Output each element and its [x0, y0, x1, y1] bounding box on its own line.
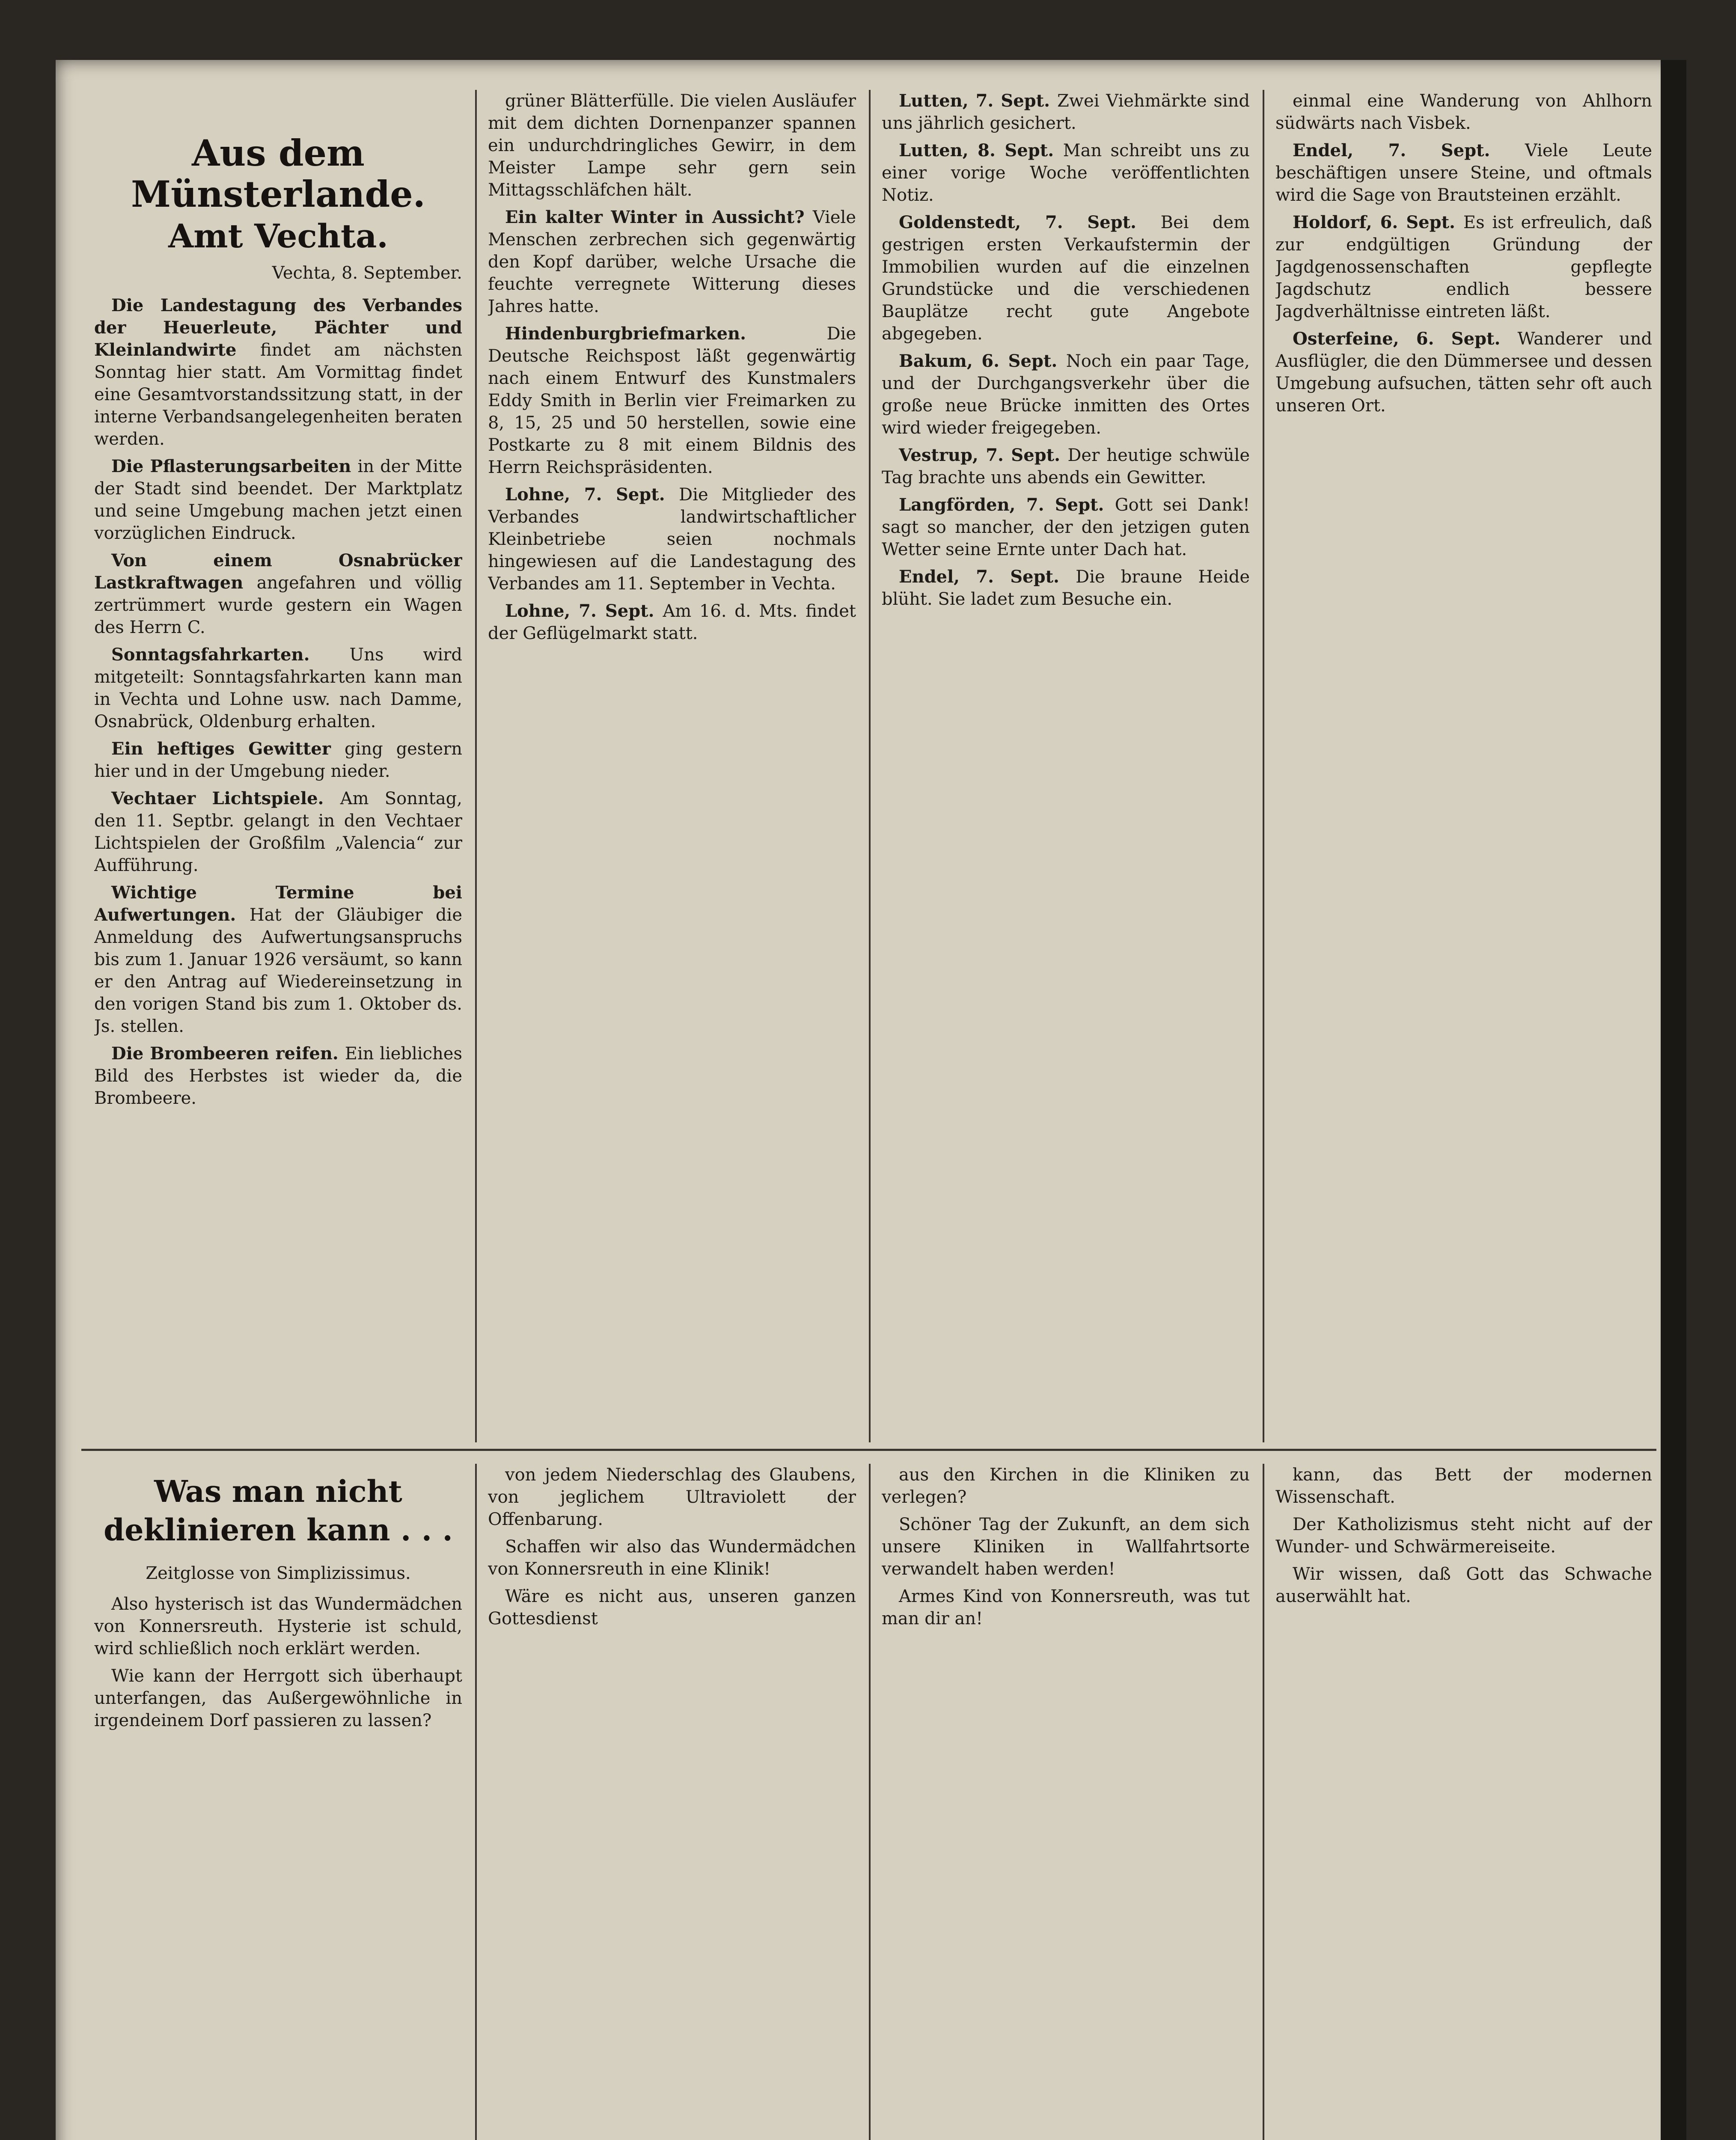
article-paragraph	[94, 738, 462, 782]
column-rule	[475, 1464, 477, 2140]
article-paragraph	[1275, 1563, 1652, 1608]
column-rule	[475, 90, 477, 1442]
article-text: findet am nächsten Sonntag hier statt. Am Vormittag findet eine Gesamtvorstandssitzung statt, in der interne Verbandsangelegenheiten beraten werden.	[94, 340, 462, 449]
article-kicker: Lutten, 8. Sept.	[899, 140, 1063, 160]
article-paragraph	[488, 90, 856, 201]
paragraph-text: Wäre es nicht aus, unseren ganzen Gottesdienst	[488, 1587, 856, 1629]
article-text: Ein liebliches Bild des Herbstes ist wieder da, die Brombeere.	[94, 1044, 462, 1108]
article-text: Wanderer und Ausflügler, die den Dümmersee und dessen Umgebung aufsuchen, tätten sehr oft auch unseren Ort.	[1275, 329, 1652, 416]
article-text: Bei dem gestrigen ersten Verkaufstermin der Immobilien wurden auf die einzelnen Grundstücke und die verschiedenen Bauplätze recht gute Angebote abgegeben.	[882, 213, 1250, 344]
paragraph-text: Schöner Tag der Zukunft, an dem sich unsere Kliniken in Wallfahrtsorte verwandelt haben werden!	[882, 1515, 1250, 1579]
bottom-col4-text	[1275, 1464, 1652, 1608]
article-paragraph	[488, 600, 856, 645]
subhead-top: Amt Vechta.	[168, 217, 388, 255]
article-paragraph	[94, 455, 462, 544]
article-text: Am Sonntag, den 11. Septbr. gelangt in den Vechtaer Lichtspielen der Großfilm „Valencia“ zur Aufführung.	[94, 789, 462, 875]
article-kicker: Endel, 7. Sept.	[1293, 140, 1525, 160]
article-paragraph	[94, 294, 462, 450]
article-paragraph	[1275, 1513, 1652, 1558]
article-text: Uns wird mitgeteilt: Sonntagsfahrkarten kann man in Vechta und Lohne usw. nach Damme, Osnabrück, Oldenburg erhalten.	[94, 645, 462, 731]
paragraph-text: kann, das Bett der modernen Wissenschaft.	[1275, 1465, 1652, 1507]
article-kicker: Sonntagsfahrkarten.	[111, 645, 350, 665]
headline-bottom: Was man nicht deklinieren kann . . .	[104, 1474, 453, 1548]
article-kicker: Lohne, 7. Sept.	[505, 601, 663, 621]
article-paragraph	[882, 1513, 1250, 1580]
paragraph-text: aus den Kirchen in die Kliniken zu verlegen?	[882, 1465, 1250, 1507]
article-paragraph	[882, 1464, 1250, 1508]
article-text: Die braune Heide blüht. Sie ladet zum Besuche ein.	[882, 567, 1250, 609]
top-col1-articles	[94, 294, 462, 1109]
article-paragraph	[882, 444, 1250, 489]
article-paragraph	[488, 1464, 856, 1531]
article-paragraph	[94, 1593, 462, 1660]
article-text: Noch ein paar Tage, und der Durchgangsverkehr über die große neue Brücke inmitten des Ortes wird wieder freigegeben.	[882, 351, 1250, 438]
article-paragraph	[1275, 1464, 1652, 1508]
article-text: in der Mitte der Stadt sind beendet. Der Marktplatz und seine Umgebung machen jetzt einen vorzüglichen Eindruck.	[94, 457, 462, 543]
article-kicker: Die Brombeeren reifen.	[111, 1043, 345, 1064]
article-paragraph	[1275, 211, 1652, 323]
bottom-column-1	[94, 1464, 462, 2140]
top-column-2	[488, 90, 856, 1442]
article-paragraph	[882, 1585, 1250, 1630]
dateline: Vechta, 8. September.	[272, 263, 462, 283]
article-paragraph	[882, 566, 1250, 610]
article-kicker: Vestrup, 7. Sept.	[899, 445, 1068, 465]
bottom-column-2	[488, 1464, 856, 2140]
article-kicker: Die Pflasterungsarbeiten	[111, 456, 358, 476]
article-paragraph	[488, 323, 856, 479]
bottom-col1-text	[94, 1593, 462, 1732]
article-paragraph	[1275, 90, 1652, 134]
article-text: Man schreibt uns zu einer vorige Woche veröffentlichten Notiz.	[882, 141, 1250, 205]
article-text: Gott sei Dank! sagt so mancher, der den jetzigen guten Wetter seine Ernte unter Dach hat.	[882, 495, 1250, 559]
article-paragraph	[94, 882, 462, 1037]
top-column-4	[1275, 90, 1652, 1442]
byline: Zeitglosse von Simplizissimus.	[146, 1563, 411, 1583]
paragraph-text: Schaffen wir also das Wundermädchen von Konnersreuth in eine Klinik!	[488, 1537, 856, 1579]
paragraph-text: Wir wissen, daß Gott das Schwache auserwählt hat.	[1275, 1564, 1652, 1606]
article-text: Die Deutsche Reichspost läßt gegenwärtig nach einem Entwurf des Kunstmalers Eddy Smith in Berlin vier Freimarken zu 8, 15, 25 und 50 herstellen, sowie eine Postkarte zu 8 mit einem Bildnis des Herrn Reichspräsidenten.	[488, 324, 856, 477]
article-kicker: Lutten, 7. Sept.	[899, 91, 1057, 111]
article-paragraph	[94, 644, 462, 733]
article-paragraph	[882, 211, 1250, 345]
column-rule	[869, 1464, 871, 2140]
article-paragraph	[1275, 328, 1652, 417]
article-paragraph	[882, 494, 1250, 561]
article-kicker: Bakum, 6. Sept.	[899, 351, 1066, 371]
article-paragraph	[882, 350, 1250, 439]
column-rule	[1263, 1464, 1264, 2140]
article-kicker: Die Landestagung des Verbandes der Heuerleute, Pächter und Kleinlandwirte	[94, 295, 462, 360]
paragraph-text: von jedem Niederschlag des Glaubens, von jeglichem Ultraviolett der Offenbarung.	[488, 1465, 856, 1529]
article-text: einmal eine Wanderung von Ahlhorn südwärts nach Visbek.	[1275, 91, 1652, 133]
paragraph-text: Wie kann der Herrgott sich überhaupt unterfangen, das Außergewöhnliche in irgendeinem Dorf passieren zu lassen?	[94, 1666, 462, 1730]
article-kicker: Ein kalter Winter in Aussicht?	[505, 207, 813, 227]
article-text: Viele Leute beschäftigen unsere Steine, und oftmals wird die Sage von Brautsteinen erzählt.	[1275, 141, 1652, 205]
article-kicker: Hindenburgbriefmarken.	[505, 324, 827, 344]
paragraph-text: Der Katholizismus steht nicht auf der Wunder- und Schwärmereiseite.	[1275, 1515, 1652, 1557]
article-kicker: Ein heftiges Gewitter	[111, 739, 345, 759]
column-rule	[1263, 90, 1264, 1442]
article-text: Zwei Viehmärkte sind uns jährlich gesichert.	[882, 91, 1250, 133]
article-kicker: Goldenstedt, 7. Sept.	[899, 212, 1161, 232]
top-col3-articles	[882, 90, 1250, 610]
bottom-column-3	[882, 1464, 1250, 2140]
article-kicker: Lohne, 7. Sept.	[505, 484, 679, 505]
article-paragraph	[94, 550, 462, 639]
article-paragraph	[488, 1536, 856, 1580]
bottom-column-4	[1275, 1464, 1652, 2140]
article-paragraph	[882, 90, 1250, 134]
article-kicker: Langförden, 7. Sept.	[899, 495, 1115, 515]
article-text: ging gestern hier und in der Umgebung nieder.	[94, 739, 462, 781]
paragraph-text: Armes Kind von Konnersreuth, was tut man dir an!	[882, 1587, 1250, 1629]
article-kicker: Von einem Osnabrücker Lastkraftwagen	[94, 550, 462, 593]
article-kicker: Endel, 7. Sept.	[899, 567, 1076, 587]
paragraph-text: Also hysterisch ist das Wundermädchen von Konnersreuth. Hysterie ist schuld, wird schließlich noch erklärt werden.	[94, 1594, 462, 1658]
article-text: Am 16. d. Mts. findet der Geflügelmarkt statt.	[488, 601, 856, 643]
article-paragraph	[1275, 140, 1652, 206]
article-paragraph	[882, 140, 1250, 206]
article-text: Es ist erfreulich, daß zur endgültigen Gründung der Jagdgenossenschaften gepflegte Jagdschutz endlich bessere Jagdverhältnisse eintreten läßt.	[1275, 213, 1652, 321]
top-column-1	[94, 90, 462, 1442]
article-kicker: Osterfeine, 6. Sept.	[1293, 329, 1518, 349]
section-divider	[81, 1449, 1656, 1451]
column-rule	[869, 90, 871, 1442]
top-col4-articles	[1275, 90, 1652, 417]
bottom-col2-text	[488, 1464, 856, 1630]
article-paragraph	[488, 206, 856, 318]
page-edge-shadow	[1661, 60, 1686, 2140]
top-col2-articles	[488, 90, 856, 645]
article-text: Der heutige schwüle Tag brachte uns abends ein Gewitter.	[882, 446, 1250, 487]
article-kicker: Wichtige Termine bei Aufwertungen.	[94, 883, 462, 925]
article-paragraph	[94, 788, 462, 877]
newspaper-page	[56, 60, 1678, 2140]
article-text: angefahren und völlig zertrümmert wurde gestern ein Wagen des Herrn C.	[94, 573, 462, 637]
article-text: Hat der Gläubiger die Anmeldung des Aufwertungsanspruchs bis zum 1. Januar 1926 versäumt, so kann er den Antrag auf Wiedereinsetzung in den vorigen Stand bis zum 1. Oktober ds. Js. stellen.	[94, 905, 462, 1036]
article-kicker: Vechtaer Lichtspiele.	[111, 788, 340, 808]
article-kicker: Holdorf, 6. Sept.	[1293, 212, 1463, 232]
article-text: Die Mitglieder des Verbandes landwirtschaftlicher Kleinbetriebe seien nochmals hingewiesen auf die Landestagung des Verbandes am 11. September in Vechta.	[488, 485, 856, 594]
article-text: grüner Blätterfülle. Die vielen Ausläufer mit dem dichten Dornenpanzer spannen ein undurchdringliches Gewirr, in dem Meister Lampe sehr gern sein Mittagsschläfchen hält.	[488, 91, 856, 200]
article-paragraph	[94, 1665, 462, 1732]
bottom-col3-text	[882, 1464, 1250, 1630]
article-paragraph	[94, 1043, 462, 1109]
headline-top: Aus dem Münsterlande.	[131, 132, 425, 215]
article-text: Viele Menschen zerbrechen sich gegenwärtig den Kopf darüber, welche Ursache die feuchte verregnete Witterung dieses Jahres hatte.	[488, 208, 856, 316]
top-column-3	[882, 90, 1250, 1442]
article-paragraph	[488, 1585, 856, 1630]
article-paragraph	[488, 484, 856, 595]
